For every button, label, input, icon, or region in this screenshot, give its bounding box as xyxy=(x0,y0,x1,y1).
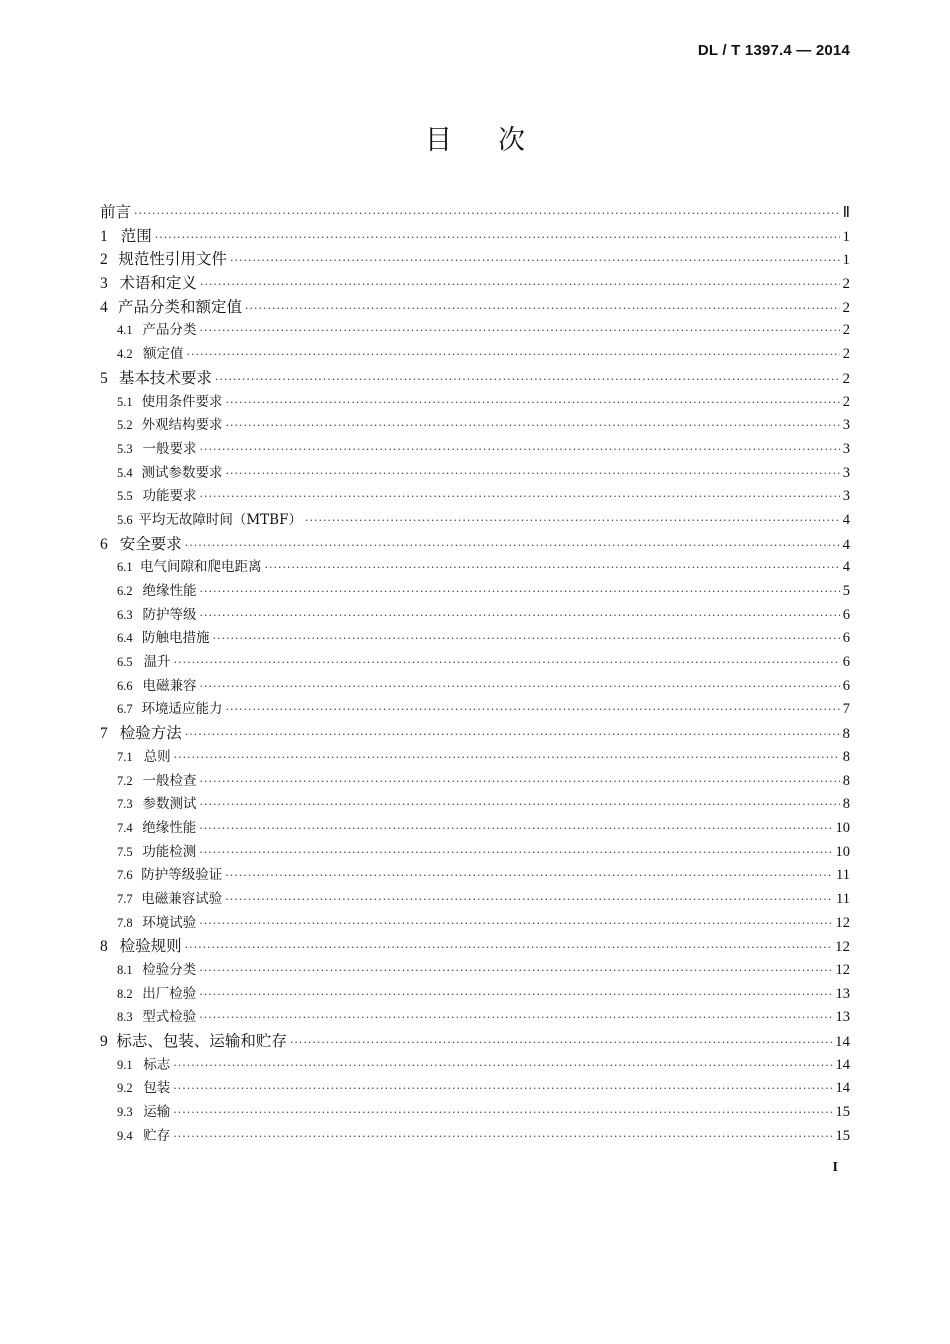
toc-entry-number: 6.6 xyxy=(117,678,133,693)
toc-entry-number: 7.7 xyxy=(117,891,133,906)
dot-leader xyxy=(225,869,833,882)
toc-entry-page: 11 xyxy=(836,867,850,884)
toc-entry-section[interactable] xyxy=(100,674,850,698)
toc-entry-title: 绝缘性能 xyxy=(142,583,197,599)
toc-entry-section[interactable] xyxy=(100,342,850,366)
toc-entry-title: 检验方法 xyxy=(119,724,182,743)
toc-entry-number: 7.2 xyxy=(117,773,133,788)
toc-entry-page: 7 xyxy=(842,701,850,718)
toc-entry-chapter[interactable] xyxy=(100,532,850,556)
toc-entry-title: 出厂检验 xyxy=(142,985,197,1002)
toc-entry-section[interactable] xyxy=(100,745,850,769)
toc-entry-title: 使用条件要求 xyxy=(141,393,223,410)
toc-entry-page: 6 xyxy=(842,630,850,647)
toc-entry-title: 产品分类和额定值 xyxy=(117,297,242,316)
toc-entry-page: 10 xyxy=(835,843,850,860)
dot-leader xyxy=(173,1106,832,1119)
toc-entry-title: 环境适应能力 xyxy=(141,701,223,718)
dot-leader xyxy=(200,680,840,693)
toc-entry-section[interactable] xyxy=(100,508,850,532)
toc-entry-title: 安全要求 xyxy=(119,534,182,553)
toc-entry-page: 2 xyxy=(842,322,850,339)
dot-leader xyxy=(173,1082,832,1095)
dot-leader xyxy=(226,467,840,480)
toc-entry-page: 1 xyxy=(842,252,850,269)
dot-leader xyxy=(225,893,833,906)
dot-leader xyxy=(264,561,839,574)
toc-entry-title: 防触电措施 xyxy=(142,630,210,647)
toc-entry-section[interactable] xyxy=(100,390,850,414)
toc-entry-section[interactable] xyxy=(100,840,850,864)
toc-entry-number: 5.2 xyxy=(117,418,133,433)
dot-leader xyxy=(200,775,840,788)
toc-entry-section[interactable] xyxy=(100,603,850,627)
toc-entry-section[interactable] xyxy=(100,484,850,508)
dot-leader xyxy=(185,728,840,741)
toc-entry-page: 2 xyxy=(842,299,850,316)
toc-entry-number: 5.4 xyxy=(117,465,133,480)
toc-entry-title: 前言 xyxy=(100,203,132,221)
toc-entry-section[interactable] xyxy=(100,555,850,579)
dot-leader xyxy=(215,373,840,386)
toc-entry-title: 型式检验 xyxy=(142,1009,197,1026)
dot-leader xyxy=(185,539,840,552)
toc-entry-title: 电气间隙和爬电距离 xyxy=(139,559,262,576)
toc-entry-title: 检验分类 xyxy=(142,962,197,978)
toc-entry-section[interactable] xyxy=(100,461,850,485)
toc-entry-page: 3 xyxy=(842,488,850,505)
toc-entry-page: 4 xyxy=(842,511,850,528)
toc-entry-section[interactable] xyxy=(100,413,850,437)
toc-entry-number: 5.3 xyxy=(117,441,133,456)
toc-entry-title: 一般检查 xyxy=(142,772,197,789)
toc-entry-section[interactable] xyxy=(100,318,850,342)
dot-leader xyxy=(173,1059,832,1072)
toc-entry-number: 6.4 xyxy=(117,631,133,646)
toc-entry-title: 范围 xyxy=(120,226,152,245)
dot-leader xyxy=(226,396,840,409)
dot-leader xyxy=(200,278,840,291)
toc-entry-page: 11 xyxy=(836,890,850,907)
toc-entry-section[interactable] xyxy=(100,887,850,911)
toc-entry-title: 检验规则 xyxy=(119,937,182,956)
toc-entry-number: 5 xyxy=(100,369,108,387)
toc-entry-chapter[interactable] xyxy=(100,271,850,295)
toc-entry-title: 功能要求 xyxy=(142,488,197,505)
toc-entry-page: 3 xyxy=(842,440,850,457)
toc-entry-title: 防护等级验证 xyxy=(141,867,223,884)
toc-entry-page: 1 xyxy=(842,228,850,245)
toc-entry-title: 规范性引用文件 xyxy=(118,250,227,269)
toc-entry-section[interactable] xyxy=(100,982,850,1006)
toc-entry-section[interactable] xyxy=(100,650,850,674)
toc-entry-number: 4.2 xyxy=(117,347,133,362)
dot-leader xyxy=(245,302,840,315)
dot-leader xyxy=(174,656,840,669)
dot-leader xyxy=(290,1036,832,1049)
toc-entry-title: 温升 xyxy=(143,654,171,671)
toc-entry-page: 3 xyxy=(842,464,850,481)
toc-entry-title: 一般要求 xyxy=(142,440,197,457)
dot-leader xyxy=(200,324,840,337)
toc-entry-number: 1 xyxy=(100,227,108,245)
toc-entry-number: 6.5 xyxy=(117,655,133,670)
dot-leader xyxy=(199,917,832,930)
dot-leader xyxy=(199,1011,832,1024)
toc-entry-section[interactable] xyxy=(100,1124,850,1148)
toc-entry-page: 2 xyxy=(842,346,850,363)
toc-entry-page: 8 xyxy=(842,796,850,813)
dot-leader xyxy=(305,514,840,527)
toc-entry-number: 9.2 xyxy=(117,1081,133,1096)
toc-entry-title: 运输 xyxy=(143,1104,171,1121)
dot-leader xyxy=(199,988,832,1001)
toc-entry-page: 8 xyxy=(842,748,850,765)
dot-leader xyxy=(200,490,840,503)
toc-entry-number: 3 xyxy=(100,275,108,293)
toc-entry-number: 8 xyxy=(100,938,108,956)
toc-entry-page: 8 xyxy=(842,772,850,789)
toc-entry-section[interactable] xyxy=(100,792,850,816)
toc-entry-title: 电磁兼容 xyxy=(142,677,197,694)
toc-entry-section[interactable] xyxy=(100,1100,850,1124)
toc-entry-section[interactable] xyxy=(100,863,850,887)
toc-entry-number: 6 xyxy=(100,535,108,553)
toc-entry-title: 功能检测 xyxy=(142,843,197,860)
toc-entry-chapter[interactable] xyxy=(100,247,850,271)
toc-entry-page: 2 xyxy=(842,393,850,410)
toc-entry-page: 15 xyxy=(835,1127,850,1144)
toc-entry-page: 5 xyxy=(842,583,850,599)
toc-entry-title: 包装 xyxy=(143,1080,171,1097)
toc-entry-chapter[interactable] xyxy=(100,224,850,248)
dot-leader xyxy=(185,941,832,954)
dot-leader xyxy=(187,348,840,361)
toc-entry-title: 外观结构要求 xyxy=(141,417,223,434)
dot-leader xyxy=(199,822,832,835)
dot-leader xyxy=(200,609,840,622)
toc-entry-section[interactable] xyxy=(100,1005,850,1029)
toc-entry-chapter[interactable] xyxy=(100,295,850,319)
toc-entry-number: 2 xyxy=(100,251,108,269)
toc-entry-section[interactable] xyxy=(100,1053,850,1077)
toc-entry-title: 产品分类 xyxy=(142,322,197,339)
toc-entry-chapter[interactable] xyxy=(100,1029,850,1053)
toc-entry-page: 14 xyxy=(835,1056,850,1073)
page-number: I xyxy=(832,1160,838,1175)
toc-entry-number: 6.2 xyxy=(117,584,133,598)
toc-entry-number: 6.1 xyxy=(117,560,133,575)
toc-entry-number: 7.8 xyxy=(117,915,133,930)
dot-leader xyxy=(174,751,840,764)
dot-leader xyxy=(200,585,840,598)
toc-entry-page: 15 xyxy=(835,1104,850,1121)
toc-entry-title: 标志、包装、运输和贮存 xyxy=(116,1032,287,1051)
toc-entry-chapter[interactable] xyxy=(100,934,850,958)
dot-leader xyxy=(213,632,840,645)
toc-entry-page: 14 xyxy=(835,1034,850,1051)
page-title: 目次 xyxy=(425,125,571,156)
toc-entry-section[interactable] xyxy=(100,958,850,982)
toc-entry-title: 基本技术要求 xyxy=(118,368,212,387)
toc-entry-number: 9.4 xyxy=(117,1128,133,1143)
toc-entry-page: Ⅱ xyxy=(842,205,850,221)
toc-entry-number: 6.3 xyxy=(117,607,133,622)
toc-entry-number: 7 xyxy=(100,725,108,743)
toc-entry-page: 4 xyxy=(842,536,850,553)
toc-entry-chapter[interactable] xyxy=(100,200,850,224)
toc-entry-number: 7.5 xyxy=(117,844,133,859)
document-code: DL / T 1397.4 — 2014 xyxy=(697,42,850,59)
toc-entry-page: 6 xyxy=(842,654,850,671)
toc-entry-number: 4 xyxy=(100,298,108,316)
dot-leader xyxy=(199,846,832,859)
toc-entry-page: 13 xyxy=(835,1009,850,1026)
toc-entry-title: 贮存 xyxy=(143,1127,171,1144)
toc-entry-number: 7.3 xyxy=(117,797,133,812)
toc-entry-chapter[interactable] xyxy=(100,721,850,745)
toc-entry-title: 标志 xyxy=(143,1056,171,1073)
toc-entry-title: 术语和定义 xyxy=(119,274,197,293)
dot-leader xyxy=(226,419,840,432)
toc-entry-title: 平均无故障时间（MTBF） xyxy=(138,511,302,528)
toc-entry-section[interactable] xyxy=(100,911,850,935)
toc-entry-number: 7.1 xyxy=(117,749,133,764)
toc-entry-page: 12 xyxy=(835,962,850,978)
dot-leader xyxy=(155,231,840,244)
toc-entry-page: 6 xyxy=(842,677,850,694)
toc-entry-number: 5.1 xyxy=(117,394,133,409)
toc-entry-title: 防护等级 xyxy=(142,606,197,623)
toc-entry-number: 8.3 xyxy=(117,1010,133,1025)
toc-entry-page: 8 xyxy=(842,726,850,743)
toc-entry-title: 总则 xyxy=(143,748,171,765)
toc-entry-number: 8.2 xyxy=(117,986,133,1001)
toc-entry-section[interactable] xyxy=(100,626,850,650)
toc-entry-section[interactable] xyxy=(100,816,850,840)
toc-entry-page: 12 xyxy=(835,914,850,931)
toc-entry-title: 电磁兼容试验 xyxy=(141,890,223,907)
toc-entry-number: 6.7 xyxy=(117,702,133,717)
toc-entry-page: 2 xyxy=(842,276,850,293)
toc-entry-chapter[interactable] xyxy=(100,366,850,390)
dot-leader xyxy=(173,1130,832,1143)
toc-entry-section[interactable] xyxy=(100,769,850,793)
toc-entry-number: 9.1 xyxy=(117,1057,133,1072)
toc-entry-page: 4 xyxy=(842,559,850,576)
toc-entry-title: 环境试验 xyxy=(142,914,197,931)
dot-leader xyxy=(199,964,832,977)
toc-entry-number: 5.6 xyxy=(117,512,133,527)
toc-entry-title: 绝缘性能 xyxy=(142,819,197,836)
toc-entry-page: 12 xyxy=(835,939,850,956)
toc-entry-number: 4.1 xyxy=(117,323,133,338)
table-of-contents xyxy=(100,200,850,1148)
toc-entry-number: 8.1 xyxy=(117,963,133,977)
toc-entry-page: 3 xyxy=(842,417,850,434)
toc-entry-number: 5.5 xyxy=(117,489,133,504)
dot-leader xyxy=(134,207,840,220)
toc-entry-title: 参数测试 xyxy=(142,796,197,813)
toc-entry-title: 额定值 xyxy=(143,346,184,363)
dot-leader xyxy=(226,703,840,716)
toc-entry-page: 6 xyxy=(842,606,850,623)
toc-entry-page: 13 xyxy=(835,985,850,1002)
toc-entry-number: 9.3 xyxy=(117,1105,133,1120)
toc-entry-page: 2 xyxy=(842,370,850,387)
toc-entry-number: 9 xyxy=(100,1033,108,1051)
toc-entry-section[interactable] xyxy=(100,1076,850,1100)
toc-entry-section[interactable] xyxy=(100,697,850,721)
toc-entry-page: 14 xyxy=(835,1080,850,1097)
toc-entry-section[interactable] xyxy=(100,579,850,603)
toc-entry-number: 7.6 xyxy=(117,868,133,883)
toc-entry-number: 7.4 xyxy=(117,820,133,835)
toc-entry-title: 测试参数要求 xyxy=(141,464,223,481)
dot-leader xyxy=(200,443,840,456)
dot-leader xyxy=(200,798,840,811)
toc-entry-section[interactable] xyxy=(100,437,850,461)
dot-leader xyxy=(230,254,840,267)
toc-entry-page: 10 xyxy=(835,819,850,836)
